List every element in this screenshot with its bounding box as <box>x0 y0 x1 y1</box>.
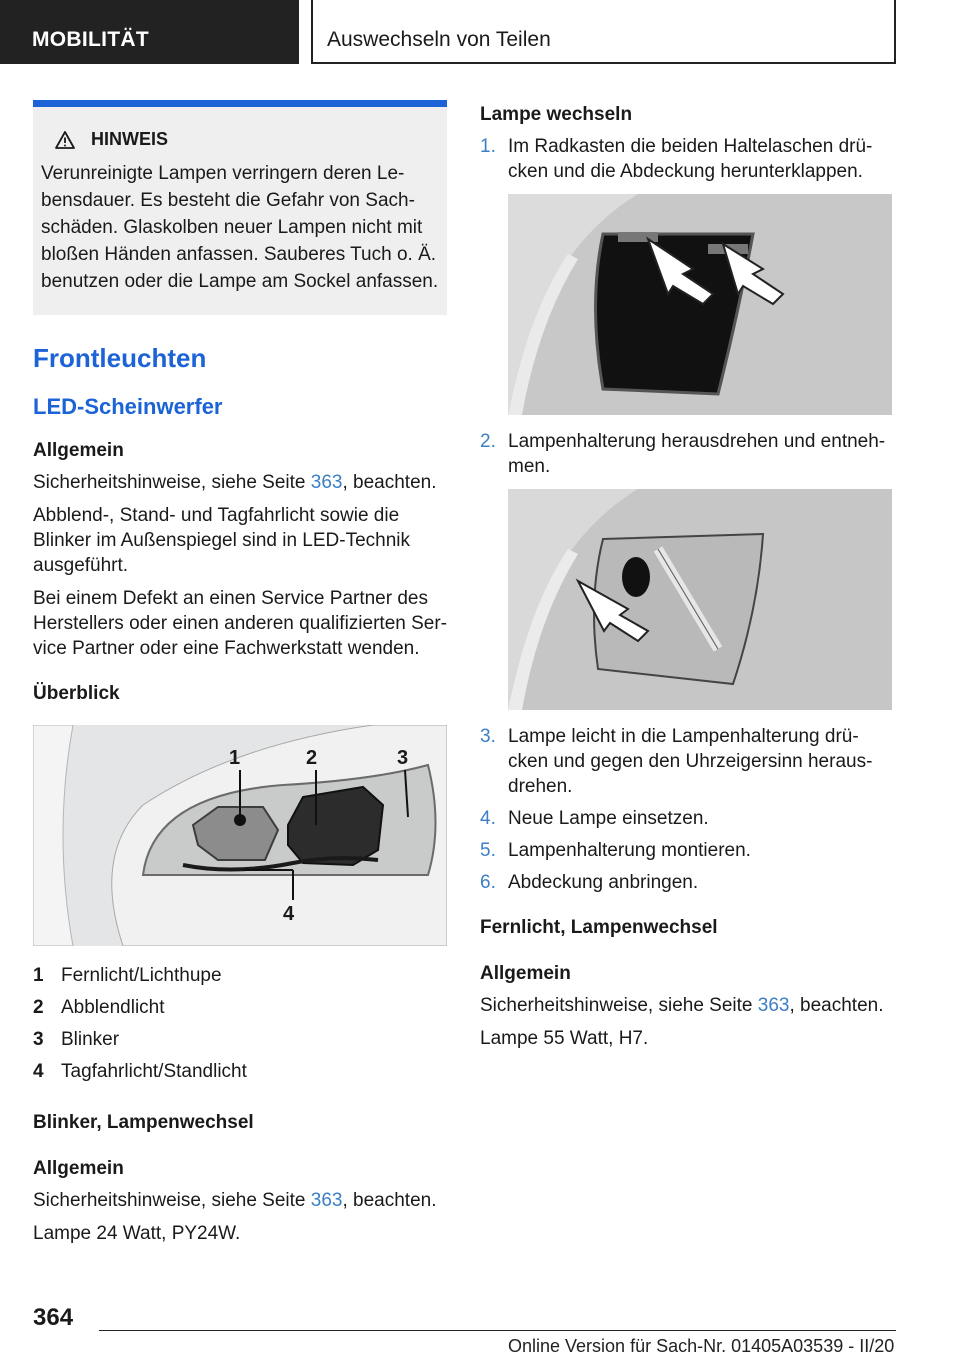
notice-title-text: HINWEIS <box>91 129 169 149</box>
high-beam-safety-note <box>480 993 892 1018</box>
section-heading: Frontleuchten <box>33 343 207 373</box>
blinker-lamp-spec: Lampe 24 Watt, PY24W. <box>33 1223 241 1244</box>
step-text: Neue Lampe einsetzen. <box>508 808 709 829</box>
legend-text: Fernlicht/Lichthupe <box>61 965 222 986</box>
footer-divider <box>99 1330 896 1331</box>
blinker-title: Blinker, Lampenwechsel <box>33 1112 254 1133</box>
legend-text: Tagfahrlicht/Standlicht <box>61 1061 247 1082</box>
step-number: 1. <box>480 136 496 157</box>
step-text: Lampenhalterung herausdrehen und entneh-men. <box>508 431 886 477</box>
general-title: Allgemein <box>33 440 124 461</box>
safety-note <box>33 470 447 495</box>
step-item <box>480 806 892 831</box>
high-beam-safety-pre: Sicherheitshinweise, siehe Seite <box>480 995 758 1016</box>
page-link[interactable]: 363 <box>310 472 343 493</box>
step-text: Im Radkasten die beiden Haltelaschen drü-cken und die Abdeckung herunterklappen. <box>508 136 873 182</box>
step-number: 3. <box>480 726 496 747</box>
high-beam-general-title: Allgemein <box>480 963 571 984</box>
legend-text: Abblendlicht <box>61 997 165 1018</box>
high-beam-page-link[interactable]: 363 <box>757 995 790 1016</box>
step-number: 6. <box>480 872 496 893</box>
figure-label-4: 4 <box>283 903 295 925</box>
step-number: 4. <box>480 808 496 829</box>
notice-title <box>41 129 439 150</box>
blinker-safety-note <box>33 1188 447 1213</box>
step-text: Lampenhalterung montieren. <box>508 840 751 861</box>
step-list <box>480 134 892 184</box>
legend-number: 3 <box>33 1029 44 1050</box>
notice-box <box>33 100 447 315</box>
legend-number: 1 <box>33 965 44 986</box>
footer-version: Online Version für Sach-Nr. 01405A03539 - II/20 <box>508 1336 895 1356</box>
legend-item <box>33 992 447 1024</box>
figure-label-3: 3 <box>397 747 409 769</box>
figure-legend <box>33 960 447 1088</box>
legend-item <box>33 1056 447 1088</box>
legend-text: Blinker <box>61 1029 120 1050</box>
step-text: Abdeckung anbringen. <box>508 872 699 893</box>
step-number: 5. <box>480 840 496 861</box>
step-item <box>480 870 892 895</box>
safety-note-pre: Sicherheitshinweise, siehe Seite <box>33 472 311 493</box>
overview-title: Überblick <box>33 683 120 704</box>
right-column <box>480 104 892 1059</box>
legend-item <box>33 960 447 992</box>
step-item <box>480 429 892 479</box>
wheel-arch-figure <box>508 194 892 415</box>
safety-note-post: , beachten. <box>342 472 437 493</box>
blinker-safety-pre: Sicherheitshinweise, siehe Seite <box>33 1190 311 1211</box>
high-beam-lamp-spec: Lampe 55 Watt, H7. <box>480 1028 649 1049</box>
legend-item <box>33 1024 447 1056</box>
led-paragraph: Abblend-, Stand- und Tagfahrlicht sowie die Blinker im Außenspiegel sind in LED-Technik ausgeführt. <box>33 505 411 576</box>
figure-label-2: 2 <box>306 747 318 769</box>
high-beam-safety-post: , beachten. <box>789 995 884 1016</box>
step-list <box>480 429 892 479</box>
change-lamp-title: Lampe wechseln <box>480 104 633 125</box>
step-item <box>480 724 892 799</box>
warning-icon <box>55 131 75 149</box>
step-text: Lampe leicht in die Lampenhalterung drü-cken und gegen den Uhrzeigersinn heraus-drehen. <box>508 726 873 797</box>
figure-label-1: 1 <box>229 747 241 769</box>
service-paragraph: Bei einem Defekt an einen Service Partner des Herstellers oder einen anderen qualifizierten Ser-vice Partner oder eine Fachwerkstatt wenden. <box>33 588 448 659</box>
step-item <box>480 134 892 184</box>
legend-number: 2 <box>33 997 44 1018</box>
step-item <box>480 838 892 863</box>
subsection-heading: LED-Scheinwerfer <box>33 394 223 419</box>
section-tab: MOBILITÄT <box>0 0 299 64</box>
blinker-general-title: Allgemein <box>33 1158 124 1179</box>
blinker-safety-post: , beachten. <box>342 1190 437 1211</box>
step-list <box>480 724 892 895</box>
notice-text: Verunreinigte Lampen verringern deren Le-bensdauer. Es besteht die Gefahr von Sach-schäden. Glaskolben neuer Lampen nicht mit bloßen Händen anfassen. Sauberes Tuch o. Ä. benutzen oder die Lampe am Sockel anfassen. <box>41 163 439 292</box>
legend-number: 4 <box>33 1061 44 1082</box>
high-beam-title: Fernlicht, Lampenwechsel <box>480 917 718 938</box>
page-number: 364 <box>33 1304 74 1331</box>
headlight-figure <box>33 725 447 946</box>
lamp-holder-figure <box>508 489 892 710</box>
left-column <box>33 100 447 1254</box>
chapter-title: Auswechseln von Teilen <box>311 0 896 64</box>
blinker-page-link[interactable]: 363 <box>310 1190 343 1211</box>
step-number: 2. <box>480 431 496 452</box>
